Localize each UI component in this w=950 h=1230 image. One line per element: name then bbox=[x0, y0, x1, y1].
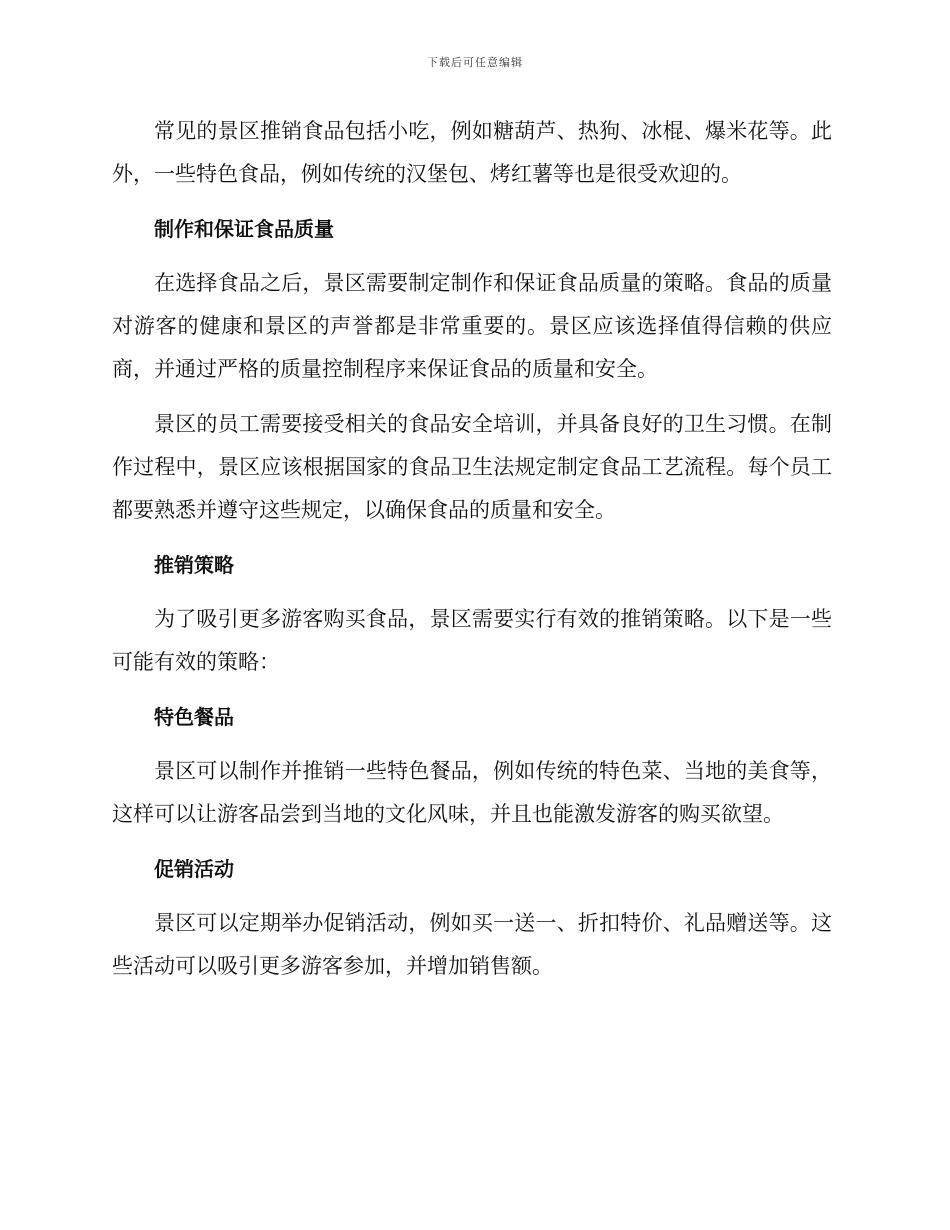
paragraph-staff-training: 景区的员工需要接受相关的食品安全培训，并具备良好的卫生习惯。在制作过程中，景区应该根据国家的食品卫生法规定制定食品工艺流程。每个员工都要熟悉并遵守这些规定，以确保食品的质量和安全。 bbox=[112, 412, 832, 522]
paragraph-common-foods: 常见的景区推销食品包括小吃，例如糖葫芦、热狗、冰棍、爆米花等。此外，一些特色食品，例如传统的汉堡包、烤红薯等也是很受欢迎的。 bbox=[112, 119, 832, 186]
heading-sales-strategy: 推销策略 bbox=[154, 553, 234, 577]
paragraph-sales-intro: 为了吸引更多游客购买食品，景区需要实行有效的推销策略。以下是一些可能有效的策略： bbox=[112, 607, 832, 674]
document-body bbox=[112, 110, 832, 1000]
heading-promotions: 促销活动 bbox=[154, 857, 234, 881]
paragraph-quality-strategy: 在选择食品之后，景区需要制定制作和保证食品质量的策略。食品的质量对游客的健康和景区的声誉都是非常重要的。景区应该选择值得信赖的供应商，并通过严格的质量控制程序来保证食品的质量和安全。 bbox=[112, 271, 832, 381]
paragraph-promotions: 景区可以定期举办促销活动，例如买一送一、折扣特价、礼品赠送等。这些活动可以吸引更多游客参加，并增加销售额。 bbox=[112, 911, 832, 978]
heading-food-quality: 制作和保证食品质量 bbox=[154, 217, 334, 241]
header-note: 下载后可任意编辑 bbox=[427, 56, 523, 69]
heading-special-dishes: 特色餐品 bbox=[154, 705, 234, 729]
paragraph-special-dishes: 景区可以制作并推销一些特色餐品，例如传统的特色菜、当地的美食等，这样可以让游客品尝到当地的文化风味，并且也能激发游客的购买欲望。 bbox=[112, 759, 832, 826]
